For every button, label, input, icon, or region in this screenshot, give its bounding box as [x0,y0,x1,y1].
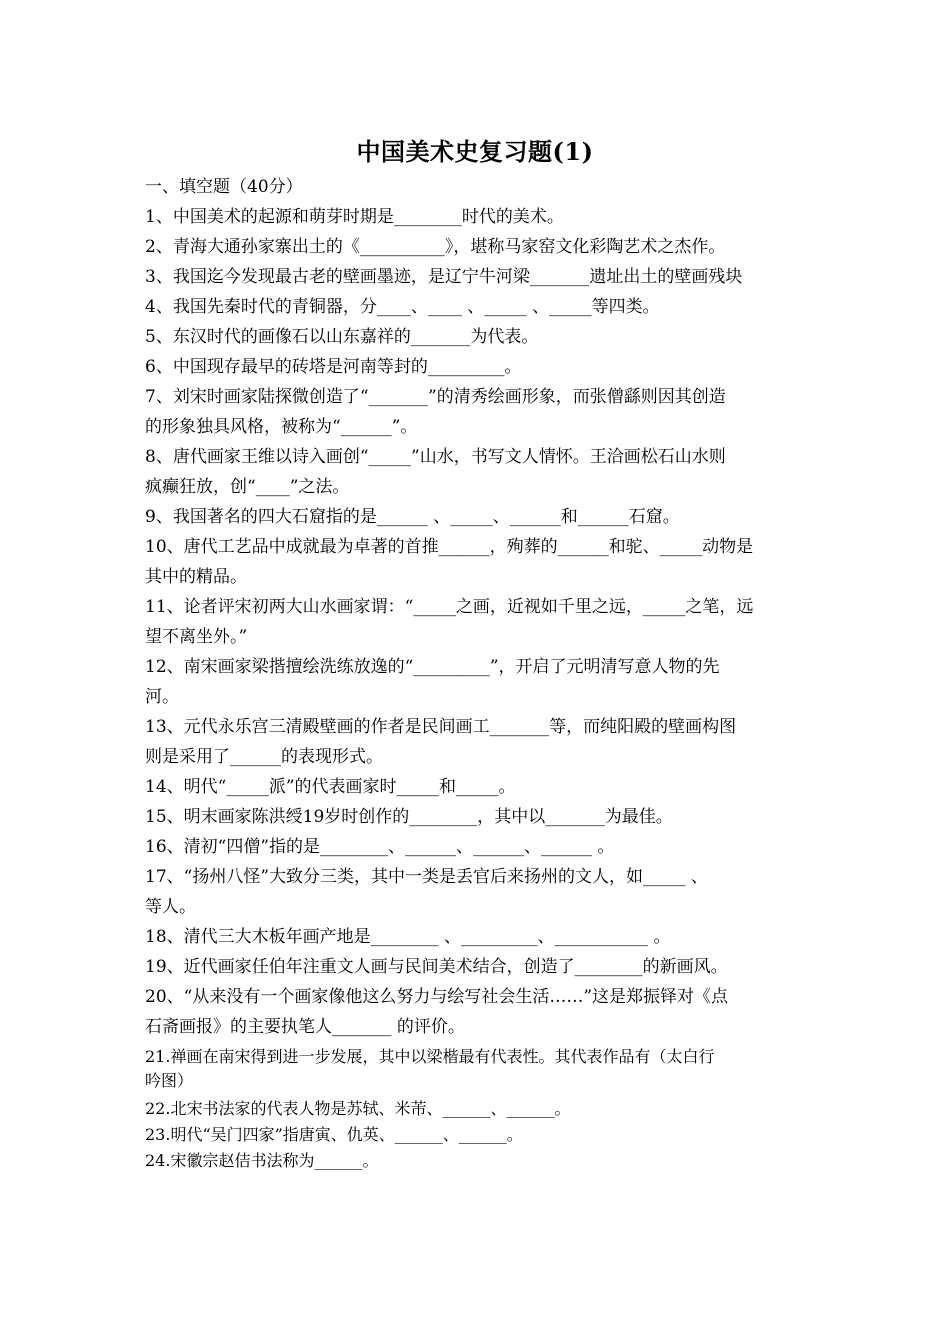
question-line: 1、中国美术的起源和萌芽时期是________时代的美术。 [145,207,564,227]
question-line: 10、唐代工艺品中成就最为卓著的首推______，殉葬的______和驼、_____动物是 [145,537,754,557]
question-line: 21.禅画在南宋得到进一步发展，其中以梁楷最有代表性。其代表作品有（太白行 [145,1047,715,1066]
question-line: 等人。 [145,897,196,917]
question-line: 16、清初“四僧”指的是________、______、______、______ 。 [145,837,615,857]
question-line: 望不离坐外。” [145,627,248,647]
question-line: 11、论者评宋初两大山水画家谓：“_____之画，近视如千里之远，_____之笔，远 [145,597,754,617]
question-line: 22.北宋书法家的代表人物是苏轼、米芾、______、______。 [145,1099,571,1118]
question-line: 24.宋徽宗赵佶书法称为______。 [145,1151,379,1170]
question-line: 20、“从来没有一个画家像他这么努力与绘写社会生活……”这是郑振铎对《点 [145,987,729,1007]
question-line: 的形象独具风格，被称为“______”。 [145,417,418,437]
question-line: 9、我国著名的四大石窟指的是______ 、_____、______和______石窟。 [145,507,680,527]
question-line: 则是采用了______的表现形式。 [145,747,383,767]
question-line: 吟图） [145,1071,194,1090]
question-line: 3、我国迄今发现最古老的壁画墨迹，是辽宁牛河梁_______遗址出土的壁画残块 [145,267,743,287]
question-line: 13、元代永乐宫三清殿壁画的作者是民间画工_______等，而纯阳殿的壁画构图 [145,717,737,737]
question-line: 15、明末画家陈洪绶19岁时创作的________，其中以_______为最佳。 [145,807,673,827]
question-line: 4、我国先秦时代的青铜器，分____、____ 、_____ 、_____等四类。 [145,297,660,317]
question-line: 河。 [145,687,179,707]
question-line: 8、唐代画家王维以诗入画创“_____”山水，书写文人情怀。王洽画松石山水则 [145,447,726,467]
question-line: 14、明代“_____派”的代表画家时_____和_____。 [145,777,516,797]
section-heading: 一、填空题（40分） [145,177,303,197]
question-line: 7、刘宋时画家陆探微创造了“_______”的清秀绘画形象，而张僧繇则因其创造 [145,387,726,407]
question-line: 19、近代画家任伯年注重文人画与民间美术结合，创造了________的新画风。 [145,957,728,977]
page-title: 中国美术史复习题(1) [356,137,594,166]
question-line: 17、“扬州八怪”大致分三类，其中一类是丢官后来扬州的文人，如_____ 、 [145,867,708,887]
question-line: 疯癫狂放，创“____”之法。 [145,477,350,497]
question-line: 其中的精品。 [145,567,247,587]
question-line: 12、南宋画家梁揩擅绘洗练放逸的“_________”，开启了元明清写意人物的先 [145,657,720,677]
question-line: 石斋画报》的主要执笔人_______ 的评价。 [145,1017,465,1037]
question-line: 18、清代三大木板年画产地是________ 、_________、___________ 。 [145,927,671,947]
question-line: 23.明代“吴门四家”指唐寅、仇英、______、______。 [145,1125,523,1144]
question-line: 5、东汉时代的画像石以山东嘉祥的_______为代表。 [145,327,539,347]
question-line: 2、青海大通孙家寨出土的《__________》，堪称马家窑文化彩陶艺术之杰作。 [145,237,726,257]
question-line: 6、中国现存最早的砖塔是河南等封的_________。 [145,357,522,377]
